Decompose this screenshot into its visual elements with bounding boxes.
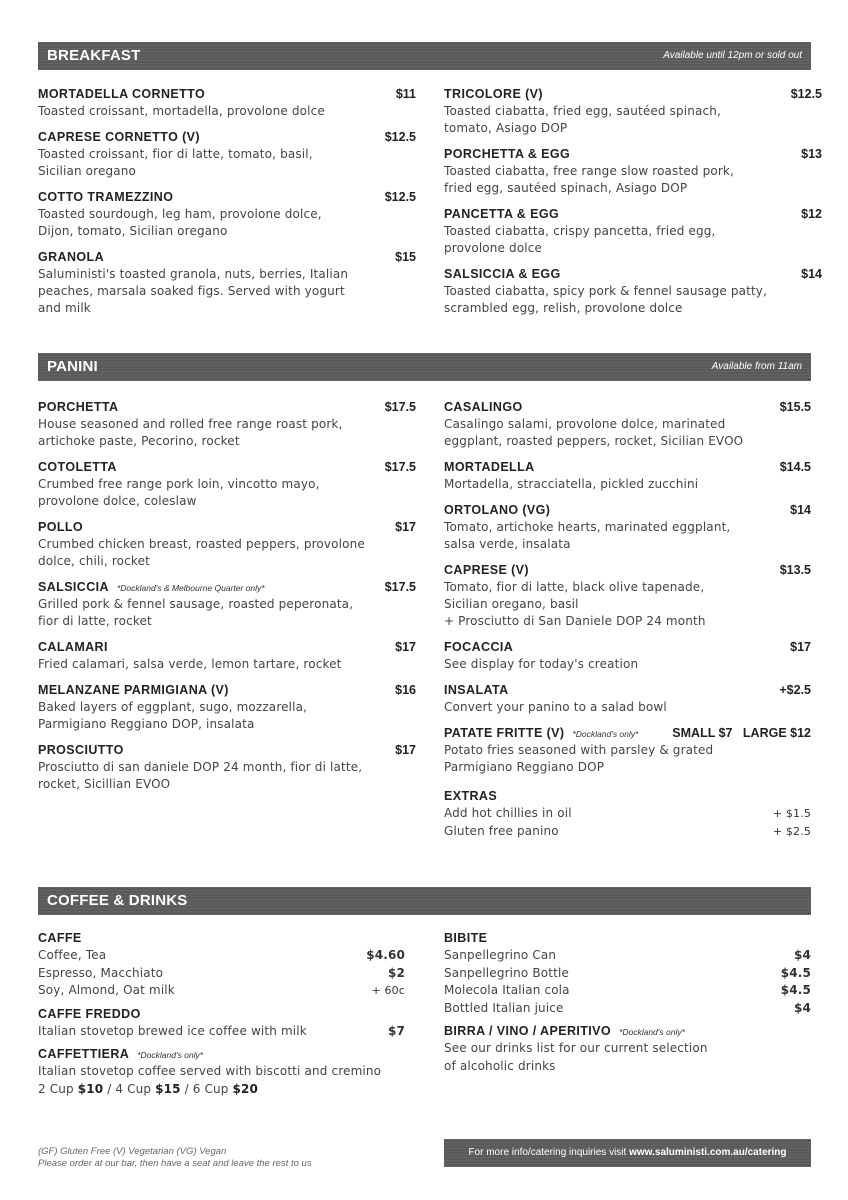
item-description: peaches, marsala soaked figs. Served with yogurt xyxy=(38,284,345,298)
item-name-row xyxy=(444,639,811,656)
order-instructions: Please order at our bar, then have a seat and leave the rest to us xyxy=(38,1158,312,1169)
menu-item xyxy=(444,146,822,197)
item-description: fior di latte, rocket xyxy=(38,614,152,628)
item-name: ORTOLANO (VG) xyxy=(444,503,551,517)
item-name-row xyxy=(444,459,811,476)
drink-price: $4 xyxy=(794,1000,811,1015)
item-description: Toasted ciabatta, free range slow roasted pork, xyxy=(444,164,734,178)
caffettiera-title-row xyxy=(38,1046,405,1063)
caffe-freddo-line xyxy=(38,1023,405,1041)
menu-item xyxy=(444,502,811,553)
item-description: Fried calamari, salsa verde, lemon tartare, rocket xyxy=(38,657,342,671)
item-description: Crumbed chicken breast, roasted peppers, provolone xyxy=(38,537,365,551)
item-name-row xyxy=(38,459,416,476)
drink-price: $4.5 xyxy=(780,965,811,980)
drink-label: Molecola Italian cola xyxy=(444,983,570,997)
birra-title: BIRRA / VINO / APERITIVO xyxy=(444,1024,612,1038)
item-name-row xyxy=(38,682,416,699)
item-description: Parmigiano Reggiano DOP xyxy=(444,760,605,774)
item-price: $15 xyxy=(395,250,416,264)
item-description: Baked layers of eggplant, sugo, mozzarella, xyxy=(38,700,308,714)
item-description: Potato fries seasoned with parsley & grated xyxy=(444,743,714,757)
item-price: $12 xyxy=(801,207,822,221)
breakfast-right-column xyxy=(444,86,822,317)
item-name-row xyxy=(38,639,416,656)
item-name-row xyxy=(38,742,416,759)
catering-info-bar xyxy=(444,1139,811,1167)
drink-item xyxy=(444,1000,811,1018)
item-name: SALSICCIA & EGG xyxy=(444,267,561,281)
birra-note: *Dockland's only* xyxy=(619,1027,685,1037)
item-price: $14 xyxy=(801,267,822,281)
breakfast-left-column xyxy=(38,86,416,317)
menu-item xyxy=(444,86,822,137)
item-name: CAPRESE (V) xyxy=(444,563,529,577)
item-sizes: SMALL $7 LARGE $12 xyxy=(672,726,811,740)
menu-item xyxy=(444,725,811,776)
birra-desc-1: See our drinks list for our current selection xyxy=(444,1041,708,1055)
item-name-row xyxy=(444,206,822,223)
item-description: + Prosciutto di San Daniele DOP 24 month xyxy=(444,614,706,628)
item-description: Toasted sourdough, leg ham, provolone dolce, xyxy=(38,207,322,221)
drink-label: Bottled Italian juice xyxy=(444,1000,564,1015)
extras-item xyxy=(444,823,811,841)
item-description: Prosciutto di san daniele DOP 24 month, fior di latte, xyxy=(38,760,363,774)
availability-note: Available until 12pm or sold out xyxy=(663,50,802,61)
item-description: Dijon, tomato, Sicilian oregano xyxy=(38,224,228,238)
item-name-row xyxy=(444,266,822,283)
menu-item xyxy=(38,742,416,793)
item-name-row xyxy=(38,189,416,206)
drink-label: Sanpellegrino Can xyxy=(444,948,557,962)
menu-item xyxy=(38,682,416,733)
drink-item xyxy=(444,947,811,965)
item-name: COTOLETTA xyxy=(38,460,117,474)
section-title: PANINI xyxy=(47,358,98,375)
item-price: $17.5 xyxy=(384,580,416,594)
catering-info-text: For more info/catering inquiries visit xyxy=(468,1147,627,1158)
caffe-freddo-price: $7 xyxy=(388,1023,405,1038)
drinks-left-column xyxy=(38,930,405,1098)
caffettiera-desc: Italian stovetop coffee served with biscotti and cremino xyxy=(38,1064,382,1078)
item-price: $17.5 xyxy=(384,460,416,474)
caffettiera-note: *Dockland's only* xyxy=(137,1050,204,1060)
item-description: Toasted ciabatta, crispy pancetta, fried egg, xyxy=(444,224,716,238)
item-name: PORCHETTA & EGG xyxy=(444,147,571,161)
item-name-row xyxy=(444,502,811,519)
drink-label: Coffee, Tea xyxy=(38,948,107,962)
extras-item xyxy=(444,805,811,823)
item-price: $17.5 xyxy=(384,400,416,414)
item-name: INSALATA xyxy=(444,683,509,697)
item-name: COTTO TRAMEZZINO xyxy=(38,190,174,204)
item-name: PANCETTA & EGG xyxy=(444,207,560,221)
item-name: FOCACCIA xyxy=(444,640,514,654)
catering-link[interactable]: www.saluministi.com.au/catering xyxy=(629,1147,787,1158)
menu-item xyxy=(38,459,416,510)
menu-item xyxy=(38,639,416,673)
item-name-row xyxy=(444,399,811,416)
menu-item xyxy=(444,459,811,493)
item-price: $12.5 xyxy=(384,130,416,144)
item-description: scrambled egg, relish, provolone dolce xyxy=(444,301,683,315)
drink-price: $4.5 xyxy=(780,983,811,997)
item-name-row xyxy=(444,682,811,699)
bibite-title: BIBITE xyxy=(444,931,488,945)
item-description: See display for today's creation xyxy=(444,657,639,671)
extras-label: Gluten free panino xyxy=(444,823,559,838)
drink-price: + 60c xyxy=(371,984,405,997)
caffettiera-cups xyxy=(38,1081,405,1099)
item-name-row xyxy=(38,519,416,536)
item-price: $17 xyxy=(395,743,416,757)
menu-item xyxy=(38,249,416,317)
item-price: $17 xyxy=(395,640,416,654)
item-description: salsa verde, insalata xyxy=(444,537,571,551)
menu-item xyxy=(38,519,416,570)
item-name-row xyxy=(38,86,416,103)
item-note: *Dockland's & Melbourne Quarter only* xyxy=(116,583,265,593)
menu-item xyxy=(444,639,811,673)
item-description: Mortadella, stracciatella, pickled zucchini xyxy=(444,477,699,491)
item-name-row xyxy=(38,129,416,146)
item-price: +$2.5 xyxy=(779,683,811,697)
item-description: Saluministi's toasted granola, nuts, berries, Italian xyxy=(38,267,349,281)
menu-item xyxy=(444,266,822,317)
item-description: Tomato, fior di latte, black olive tapenade, xyxy=(444,580,705,594)
item-price: $14.5 xyxy=(779,460,811,474)
drink-price: $4 xyxy=(794,948,811,962)
birra-title-row xyxy=(444,1023,811,1040)
item-name-row xyxy=(444,562,811,579)
item-name: GRANOLA xyxy=(38,250,104,264)
item-description: tomato, Asiago DOP xyxy=(444,121,568,135)
caffettiera-title: CAFFETTIERA xyxy=(38,1047,130,1061)
item-description: House seasoned and rolled free range roast pork, xyxy=(38,417,343,431)
drink-price: $4.60 xyxy=(366,948,405,962)
extras-price: + $1.5 xyxy=(772,807,811,820)
caffe-title: CAFFE xyxy=(38,931,82,945)
item-description: Toasted ciabatta, spicy pork & fennel sausage patty, xyxy=(444,284,768,298)
breakfast-header xyxy=(38,42,811,70)
panini-right-column xyxy=(444,399,811,840)
item-price: $12.5 xyxy=(384,190,416,204)
item-description: Tomato, artichoke hearts, marinated eggplant, xyxy=(444,520,731,534)
item-name-row xyxy=(444,146,822,163)
item-description: Sicilian oregano, basil xyxy=(444,597,579,611)
item-note: *Dockland's only* xyxy=(572,729,639,739)
item-description: Casalingo salami, provolone dolce, marinated xyxy=(444,417,726,431)
item-price: $16 xyxy=(395,683,416,697)
footer-notes xyxy=(38,1146,312,1170)
drinks-right-column xyxy=(444,930,811,1075)
item-name: MORTADELLA CORNETTO xyxy=(38,87,206,101)
caffettiera-cups-rich: 2 Cup $10 / 4 Cup $15 / 6 Cup $20 xyxy=(38,1081,259,1096)
menu-item xyxy=(444,682,811,716)
item-description: dolce, chili, rocket xyxy=(38,554,150,568)
item-name: CAPRESE CORNETTO (V) xyxy=(38,130,200,144)
drinks-header xyxy=(38,887,811,915)
item-price: $14 xyxy=(790,503,811,517)
drink-label: Sanpellegrino Bottle xyxy=(444,965,569,980)
item-description: rocket, Sicillian EVOO xyxy=(38,777,171,791)
item-name: PATATE FRITTE (V) xyxy=(444,726,565,740)
panini-header xyxy=(38,353,811,381)
item-price: $11 xyxy=(395,87,416,101)
item-description: Toasted croissant, fior di latte, tomato, basil, xyxy=(38,147,313,161)
extras-title: EXTRAS xyxy=(444,789,498,803)
item-name: TRICOLORE (V) xyxy=(444,87,543,101)
item-name-row xyxy=(38,579,416,596)
diet-legend: (GF) Gluten Free (V) Vegetarian (VG) Vegan xyxy=(38,1146,227,1157)
item-name: PROSCIUTTO xyxy=(38,743,124,757)
item-name: CALAMARI xyxy=(38,640,108,654)
drink-item xyxy=(38,965,405,983)
item-description: Crumbed free range pork loin, vincotto mayo, xyxy=(38,477,320,491)
menu-item xyxy=(38,399,416,450)
item-name: SALSICCIA xyxy=(38,580,109,594)
item-name: MORTADELLA xyxy=(444,460,535,474)
drink-price: $2 xyxy=(388,965,405,980)
panini-left-column xyxy=(38,399,416,793)
menu-item xyxy=(38,129,416,180)
section-title: COFFEE & DRINKS xyxy=(47,892,188,909)
menu-item xyxy=(38,189,416,240)
item-price: $12.5 xyxy=(790,87,822,101)
item-description: Convert your panino to a salad bowl xyxy=(444,700,667,714)
drink-label: Soy, Almond, Oat milk xyxy=(38,983,175,997)
item-price: $13.5 xyxy=(779,563,811,577)
item-price: $13 xyxy=(801,147,822,161)
menu-item xyxy=(38,86,416,120)
menu-item xyxy=(444,206,822,257)
drink-item xyxy=(38,947,405,965)
drink-item xyxy=(38,982,405,1000)
caffe-freddo-desc: Italian stovetop brewed ice coffee with milk xyxy=(38,1023,307,1038)
menu-item xyxy=(444,562,811,630)
section-title: BREAKFAST xyxy=(47,47,141,64)
item-description: provolone dolce xyxy=(444,241,543,255)
item-name: CASALINGO xyxy=(444,400,523,414)
birra-desc-2: of alcoholic drinks xyxy=(444,1058,556,1073)
item-name: MELANZANE PARMIGIANA (V) xyxy=(38,683,229,697)
menu-item xyxy=(444,399,811,450)
item-description: Grilled pork & fennel sausage, roasted peperonata, xyxy=(38,597,354,611)
drink-label: Espresso, Macchiato xyxy=(38,965,164,980)
item-description: Toasted ciabatta, fried egg, sautéed spinach, xyxy=(444,104,722,118)
item-name: POLLO xyxy=(38,520,84,534)
item-description: Toasted croissant, mortadella, provolone dolce xyxy=(38,104,325,118)
item-description: artichoke paste, Pecorino, rocket xyxy=(38,434,240,448)
extras-price: + $2.5 xyxy=(772,824,811,838)
item-description: eggplant, roasted peppers, rocket, Sicilian EVOO xyxy=(444,434,744,448)
availability-note: Available from 11am xyxy=(711,361,802,372)
item-price: $15.5 xyxy=(779,400,811,414)
item-name-row xyxy=(38,249,416,266)
item-price: $17 xyxy=(395,520,416,534)
item-name: PORCHETTA xyxy=(38,400,119,414)
item-name-row xyxy=(444,86,822,103)
menu-item xyxy=(38,579,416,630)
caffe-freddo-title: CAFFE FREDDO xyxy=(38,1006,141,1021)
item-description: Parmigiano Reggiano DOP, insalata xyxy=(38,717,255,731)
item-name-row xyxy=(38,399,416,416)
item-description: fried egg, sautéed spinach, Asiago DOP xyxy=(444,181,688,195)
item-price: $17 xyxy=(790,640,811,654)
item-description: Sicilian oregano xyxy=(38,164,137,178)
drink-item xyxy=(444,965,811,983)
item-description: and milk xyxy=(38,301,91,315)
item-description: provolone dolce, coleslaw xyxy=(38,494,197,508)
drink-item xyxy=(444,982,811,1000)
extras-label: Add hot chillies in oil xyxy=(444,806,572,820)
